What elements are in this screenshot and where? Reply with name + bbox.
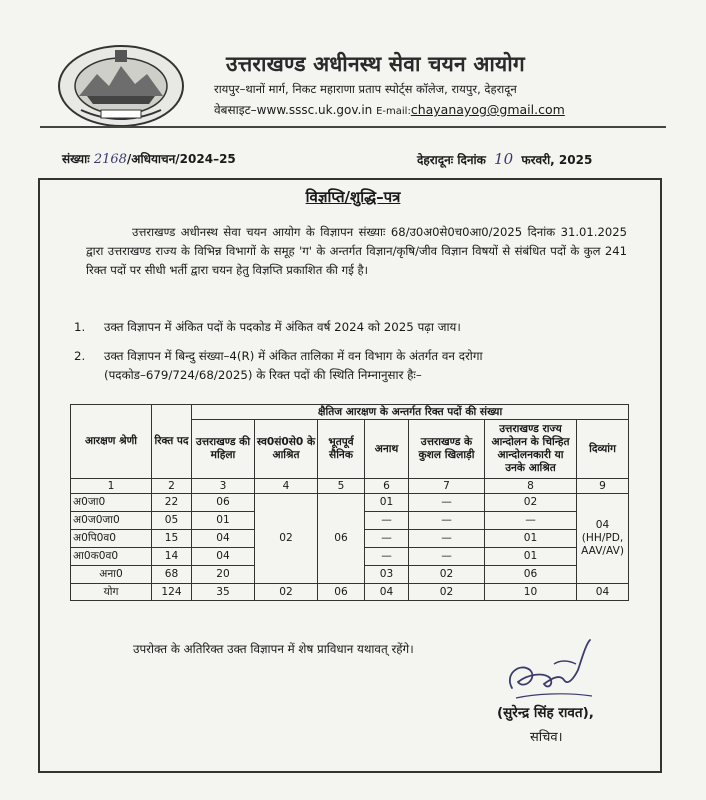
total-agitator: 10 bbox=[485, 584, 577, 601]
table-header-row bbox=[71, 405, 629, 420]
total-orphan: 04 bbox=[365, 584, 409, 601]
total-women: 35 bbox=[192, 584, 255, 601]
point-2-number: 2. bbox=[74, 349, 86, 363]
index-cell: 7 bbox=[409, 479, 485, 494]
notice-title bbox=[0, 187, 706, 207]
total-ex-army: 06 bbox=[318, 584, 365, 601]
signer-designation: सचिव। bbox=[530, 730, 563, 745]
total-label: योग bbox=[71, 584, 152, 601]
index-cell: 3 bbox=[192, 479, 255, 494]
vacancies-cell: 22 bbox=[152, 494, 192, 512]
header-vacancies: रिक्त पद bbox=[152, 405, 192, 479]
women-cell: 20 bbox=[192, 566, 255, 584]
email-link[interactable]: chayanayog@gmail.com bbox=[410, 102, 565, 117]
vacancies-cell: 14 bbox=[152, 548, 192, 566]
reference-prefix: संख्याः bbox=[62, 152, 90, 166]
closing-statement: उपरोक्त के अतिरिक्त उक्त विज्ञापन में शेष प्राविधान यथावत् रहेंगे। bbox=[133, 642, 414, 656]
women-cell: 04 bbox=[192, 530, 255, 548]
sports-cell: — bbox=[409, 548, 485, 566]
notice-date bbox=[417, 150, 592, 168]
reference-number bbox=[62, 150, 236, 167]
intro-text: उत्तराखण्ड अधीनस्थ सेवा चयन आयोग के विज्ञापन संख्याः 68/उ0अ0से0च0आ0/2025 दिनांक 31.01.2025 द्वारा उत्तराखण्ड राज्य के विभिन्न विभागों के समूह 'ग' के अन्तर्गत विज्ञान/कृषि/जीव विज्ञान विषयों से संबंधित पदों के कुल 241 रिक्त पदों पर सीधी भर्ती द्वारा चयन हेतु विज्ञप्ति प्रकाशित की गई है। bbox=[86, 225, 627, 277]
table-index-row bbox=[71, 479, 629, 494]
total-disabled: 04 bbox=[577, 584, 629, 601]
reference-suffix: /अधियाचन/2024–25 bbox=[126, 152, 236, 166]
header-sports: उत्तराखण्ड के कुशल खिलाड़ी bbox=[409, 420, 485, 479]
notice-title-text: विज्ञप्ति/शुद्धि–पत्र bbox=[305, 188, 401, 206]
disabled-merged-cell bbox=[577, 494, 629, 584]
orphan-cell: — bbox=[365, 530, 409, 548]
index-cell: 2 bbox=[152, 479, 192, 494]
disabled-types: (HH/PD, AAV/AV) bbox=[581, 532, 624, 557]
point-2-text-line-1: उक्त विज्ञापन में बिन्दु संख्या–4(R) में अंकित तालिका में वन विभाग के अंतर्गत वन दरोगा bbox=[104, 349, 483, 363]
header-women: उत्तराखण्ड की महिला bbox=[192, 420, 255, 479]
table-total-row bbox=[71, 584, 629, 601]
sports-cell: — bbox=[409, 512, 485, 530]
women-cell: 04 bbox=[192, 548, 255, 566]
header-orphan: अनाथ bbox=[365, 420, 409, 479]
orphan-cell: 03 bbox=[365, 566, 409, 584]
women-cell: 06 bbox=[192, 494, 255, 512]
index-cell: 6 bbox=[365, 479, 409, 494]
women-cell: 01 bbox=[192, 512, 255, 530]
header-horizontal-reservation: क्षैतिज आरक्षण के अन्तर्गत रिक्त पदों की संख्या bbox=[192, 405, 629, 420]
total-freedom: 02 bbox=[255, 584, 318, 601]
signer-name: (सुरेन्द्र सिंह रावत), bbox=[497, 705, 594, 721]
table-row bbox=[71, 494, 629, 512]
header-freedom-fighter-dependents: स्व0सं0से0 के आश्रित bbox=[255, 420, 318, 479]
website-text: वेबसाइट–www.sssc.uk.gov.in bbox=[214, 103, 373, 117]
sports-cell: 02 bbox=[409, 566, 485, 584]
orphan-cell: — bbox=[365, 512, 409, 530]
index-cell: 8 bbox=[485, 479, 577, 494]
category-cell: अ0ज0जा0 bbox=[71, 512, 152, 530]
orphan-cell: — bbox=[365, 548, 409, 566]
organization-address: रायपुर–थानों मार्ग, निकट महाराणा प्रताप स्पोर्ट्स कॉलेज, रायपुर, देहरादून bbox=[214, 82, 517, 96]
ex-army-merged-cell: 06 bbox=[318, 494, 365, 584]
date-handwritten-day: 10 bbox=[494, 150, 514, 168]
point-1 bbox=[74, 318, 628, 337]
sports-cell: — bbox=[409, 494, 485, 512]
vacancies-cell: 68 bbox=[152, 566, 192, 584]
point-2-text-line-2: (पदकोड–679/724/68/2025) के रिक्त पदों की स्थिति निम्नानुसार हैः– bbox=[104, 368, 422, 382]
point-1-number: 1. bbox=[74, 320, 86, 334]
intro-paragraph bbox=[86, 223, 627, 280]
vacancies-cell: 15 bbox=[152, 530, 192, 548]
category-cell: अ0पि0व0 bbox=[71, 530, 152, 548]
organization-name: उत्तराखण्ड अधीनस्थ सेवा चयन आयोग bbox=[226, 51, 525, 76]
category-cell: अना0 bbox=[71, 566, 152, 584]
agitator-cell: 02 bbox=[485, 494, 577, 512]
commission-emblem-icon bbox=[57, 44, 185, 128]
index-cell: 5 bbox=[318, 479, 365, 494]
date-suffix: फरवरी, 2025 bbox=[521, 153, 593, 167]
index-cell: 4 bbox=[255, 479, 318, 494]
email-label: E-mail: bbox=[376, 106, 411, 117]
category-cell: अ0जा0 bbox=[71, 494, 152, 512]
organization-contact bbox=[214, 101, 565, 118]
handwritten-signature-icon bbox=[494, 634, 604, 704]
index-cell: 9 bbox=[577, 479, 629, 494]
agitator-cell: — bbox=[485, 512, 577, 530]
agitator-cell: 06 bbox=[485, 566, 577, 584]
total-vacancies: 124 bbox=[152, 584, 192, 601]
header-divider bbox=[40, 126, 666, 128]
orphan-cell: 01 bbox=[365, 494, 409, 512]
header-disabled: दिव्यांग bbox=[577, 420, 629, 479]
header-ex-servicemen: भूतपूर्व सैनिक bbox=[318, 420, 365, 479]
header-agitator: उत्तराखण्ड राज्य आन्दोलन के चिन्हित आन्दोलनकारी या उनके आश्रित bbox=[485, 420, 577, 479]
header-category: आरक्षण श्रेणी bbox=[71, 405, 152, 479]
vacancies-cell: 05 bbox=[152, 512, 192, 530]
agitator-cell: 01 bbox=[485, 530, 577, 548]
point-1-text: उक्त विज्ञापन में अंकित पदों के पदकोड में अंकित वर्ष 2024 को 2025 पढ़ा जाय। bbox=[104, 320, 461, 334]
freedom-merged-cell: 02 bbox=[255, 494, 318, 584]
sports-cell: — bbox=[409, 530, 485, 548]
agitator-cell: 01 bbox=[485, 548, 577, 566]
date-prefix: देहरादूनः दिनांक bbox=[417, 153, 486, 167]
reference-handwritten-number: 2168 bbox=[93, 152, 127, 167]
total-sports: 02 bbox=[409, 584, 485, 601]
point-2 bbox=[74, 347, 628, 385]
disabled-count: 04 bbox=[595, 519, 610, 531]
index-cell: 1 bbox=[71, 479, 152, 494]
category-cell: आ0क0व0 bbox=[71, 548, 152, 566]
vacancy-table bbox=[70, 404, 629, 601]
